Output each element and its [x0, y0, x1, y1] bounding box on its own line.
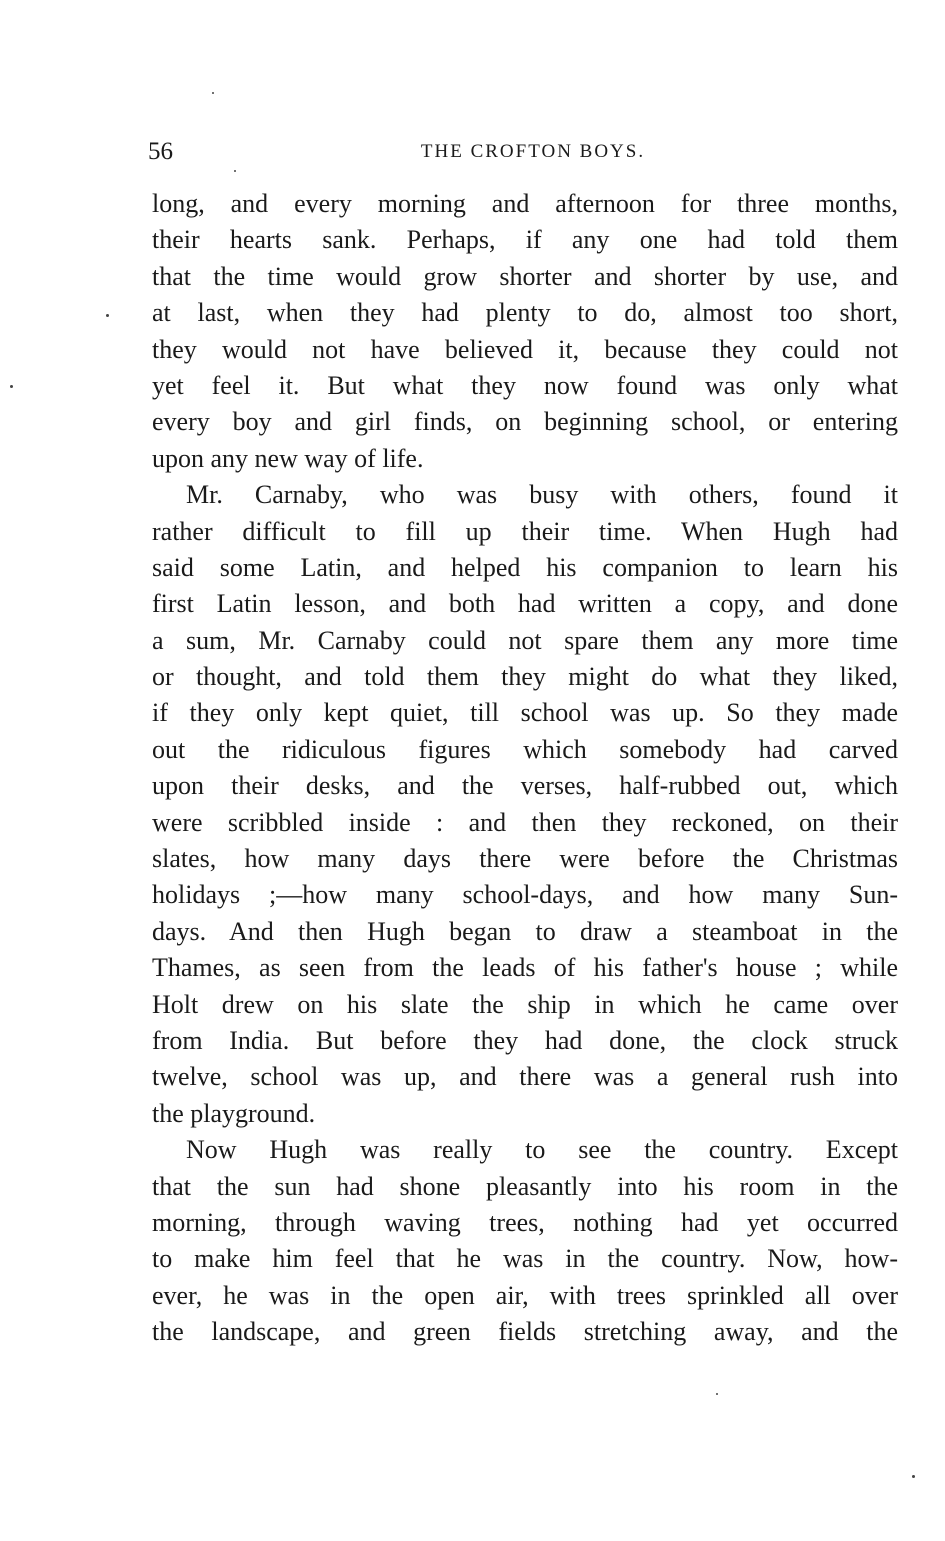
- text-line: morning, through waving trees, nothing had yet occurred: [152, 1207, 898, 1237]
- text-line: every boy and girl finds, on beginning school, or entering: [152, 407, 898, 437]
- scan-speck: [912, 1475, 915, 1478]
- page-number: 56: [148, 138, 173, 165]
- scan-speck: [10, 385, 13, 388]
- scan-speck: [234, 170, 236, 172]
- text-line: to make him feel that he was in the country. Now, how-: [152, 1244, 898, 1274]
- text-line: said some Latin, and helped his companion to learn his: [152, 552, 898, 582]
- text-line: long, and every morning and afternoon for three months,: [152, 189, 898, 218]
- text-line: Mr. Carnaby, who was busy with others, found it: [186, 480, 898, 510]
- text-line: out the ridiculous figures which somebody had carved: [152, 734, 898, 764]
- text-line: if they only kept quiet, till school was up. So they made: [152, 698, 898, 728]
- body-text: [152, 186, 898, 1351]
- text-line: slates, how many days there were before the Christmas: [152, 844, 898, 874]
- text-line: upon their desks, and the verses, half-rubbed out, which: [152, 771, 898, 801]
- text-line: the playground.: [152, 1098, 316, 1128]
- scan-speck: [716, 1393, 718, 1395]
- text-line: ever, he was in the open air, with trees sprinkled all over: [152, 1280, 898, 1310]
- text-line: from India. But before they had done, the clock struck: [152, 1025, 898, 1055]
- scan-speck: [106, 314, 109, 317]
- text-line: that the sun had shone pleasantly into his room in the: [152, 1171, 898, 1201]
- text-line: that the time would grow shorter and shorter by use, and: [152, 261, 898, 291]
- text-line: or thought, and told them they might do what they liked,: [152, 662, 898, 692]
- text-line: Holt drew on his slate the ship in which he came over: [152, 989, 898, 1019]
- running-head: [148, 136, 898, 168]
- text-line: their hearts sank. Perhaps, if any one had told them: [152, 225, 898, 255]
- scan-speck: [212, 92, 214, 94]
- text-line: they would not have believed it, because they could not: [152, 334, 898, 364]
- text-line: were scribbled inside : and then they reckoned, on their: [152, 807, 898, 837]
- text-line: the landscape, and green fields stretching away, and the: [152, 1317, 898, 1347]
- text-line: at last, when they had plenty to do, almost too short,: [152, 298, 898, 328]
- text-line: rather difficult to fill up their time. When Hugh had: [152, 516, 898, 546]
- running-title: THE CROFTON BOYS.: [420, 141, 646, 162]
- text-line: days. And then Hugh began to draw a steamboat in the: [152, 916, 898, 946]
- text-line: upon any new way of life.: [152, 443, 424, 473]
- text-line: yet feel it. But what they now found was only what: [152, 370, 898, 400]
- text-line: Now Hugh was really to see the country. Except: [186, 1135, 898, 1165]
- text-line: a sum, Mr. Carnaby could not spare them any more time: [152, 625, 898, 655]
- text-line: holidays ;—how many school-days, and how many Sun-: [152, 880, 898, 910]
- text-line: first Latin lesson, and both had written a copy, and done: [152, 589, 898, 619]
- text-line: Thames, as seen from the leads of his father's house ; while: [152, 953, 898, 983]
- text-line: twelve, school was up, and there was a general rush into: [152, 1062, 898, 1092]
